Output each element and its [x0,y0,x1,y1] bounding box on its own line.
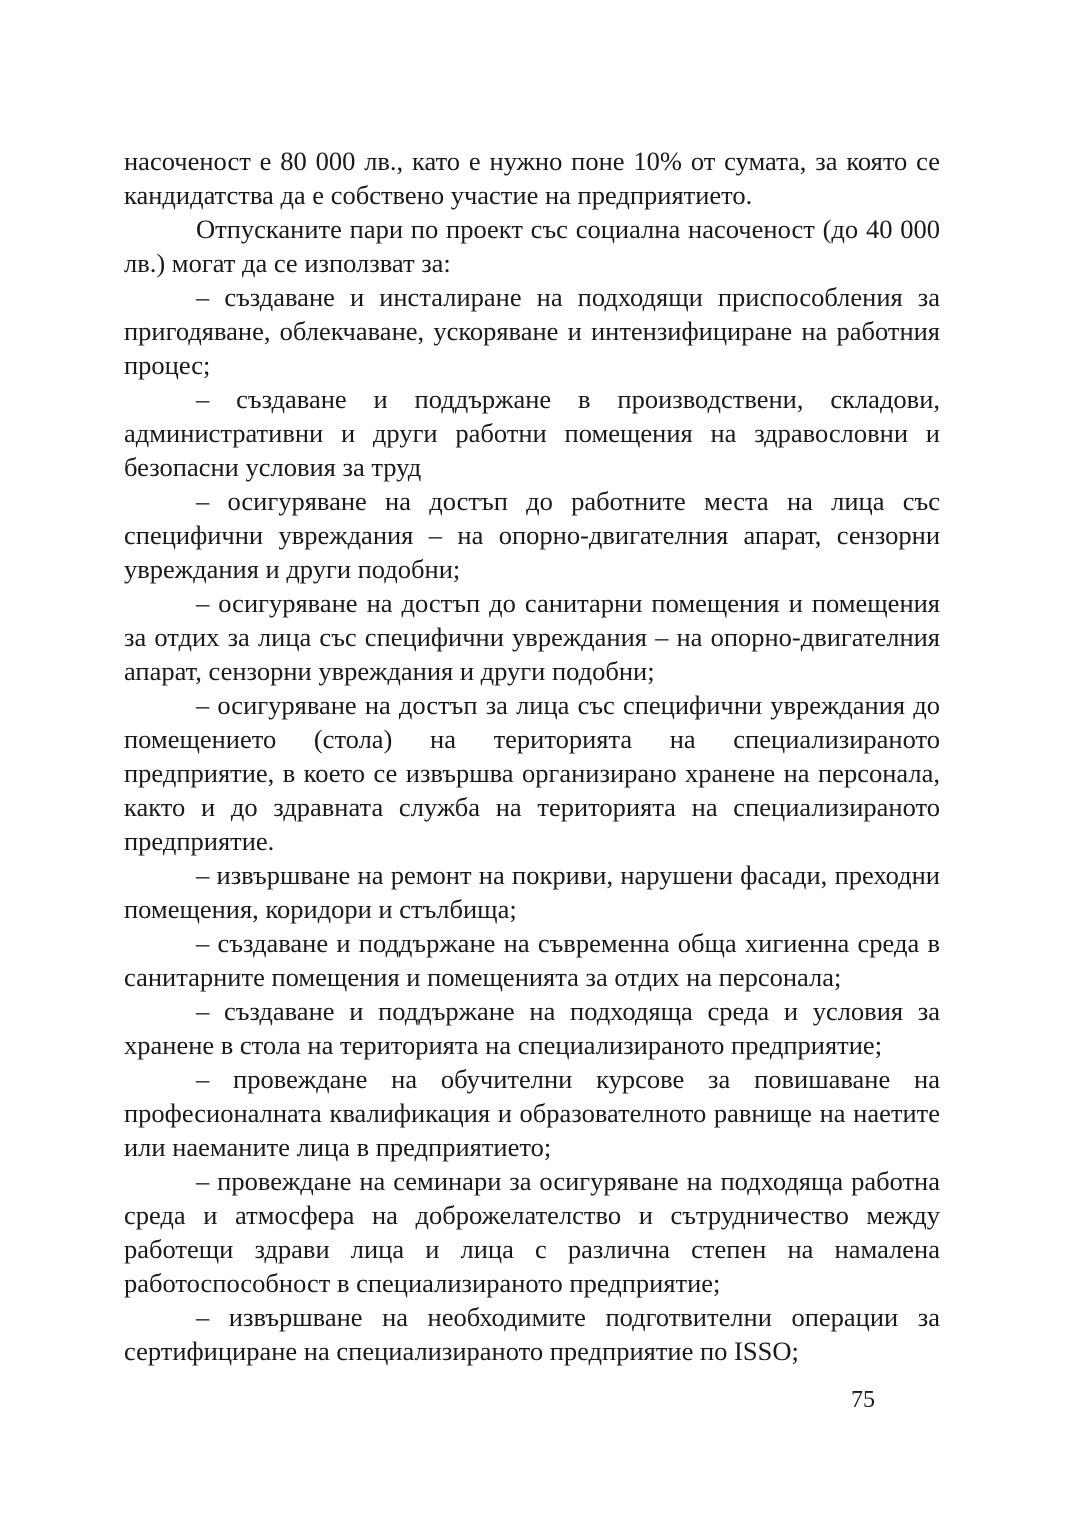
list-item-11: – извършване на необходимите подготвителни операции за сертифициране на специализираното предприятие по ISSO; [124,1302,940,1366]
paragraph-intro: Отпусканите пари по проект със социална насоченост (до 40 000 лв.) могат да се използват за: [124,214,940,278]
list-item-7: – създаване и поддържане на съвременна обща хигиенна среда в санитарните помещения и помещенията за отдих на персонала; [124,928,940,992]
list-item-1: – създаване и инсталиране на подходящи приспособления за пригодяване, облекчаване, ускоряване и интензифициране на работния процес; [124,282,940,380]
list-item-4: – осигуряване на достъп до санитарни помещения и помещения за отдих за лица със специфични увреждания – на опорно-двигателния апарат, сензорни увреждания и други подобни; [124,588,940,686]
list-item-5: – осигуряване на достъп за лица със специфични увреждания до помещението (стола) на територията на специализираното предприятие, в което се извършва организирано хранене на персонала, както и до здравната служба на територията на специализираното предприятие. [124,690,940,856]
list-item-2: – създаване и поддържане в производствени, складови, административни и други работни помещения на здравословни и безопасни условия за труд [124,384,940,482]
list-item-8: – създаване и поддържане на подходяща среда и условия за хранене в стола на територията на специализираното предприятие; [124,996,940,1060]
paragraph-continuation: насоченост е 80 000 лв., като е нужно поне 10% от сумата, за която се кандидатства да е собствено участие на предприятието. [124,146,940,210]
list-item-6: – извършване на ремонт на покриви, нарушени фасади, преходни помещения, коридори и стълбища; [124,860,940,924]
page-body [124,144,940,1368]
list-item-9: – провеждане на обучителни курсове за повишаване на професионалната квалификация и образователното равнище на наетите или наеманите лица в предприятието; [124,1064,940,1162]
list-item-10: – провеждане на семинари за осигуряване на подходяща работна среда и атмосфера на доброжелателство и сътрудничество между работещи здрави лица и лица с различна степен на намалена работоспособност в специализираното предприятие; [124,1166,940,1298]
page-number: 75 [851,1387,875,1413]
list-item-3: – осигуряване на достъп до работните места на лица със специфични увреждания – на опорно-двигателния апарат, сензорни увреждания и други подобни; [124,486,940,584]
